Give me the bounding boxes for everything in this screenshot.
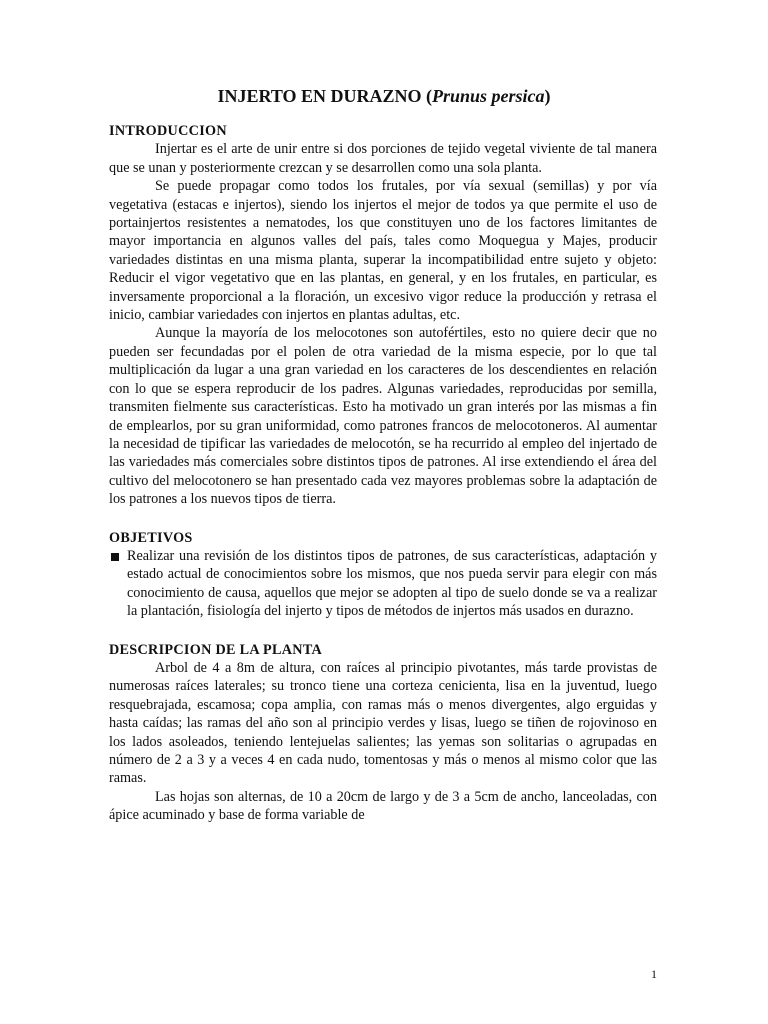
page-number: 1	[651, 967, 657, 981]
title-main: INJERTO EN DURAZNO (	[217, 86, 433, 106]
title-species: Prunus persica	[432, 86, 545, 106]
intro-paragraph: Se puede propagar como todos los frutales, por vía sexual (semillas) y por vía vegetativa (estacas e injertos), siendo los injertos el mejor de todos ya que permite el uso de portainjertos resistentes a nematodes, los que constituyen uno de los factores limitantes de mayor importancia en algunos valles del país, tales como Moquegua y Majes, producir variedades distintas en una misma planta, superar la incompatibilidad entre sujeto y objeto: Reducir el vigor vegetativo que en las plantas, en general, y en los frutales, en particular, es inversamente proporcional a la floración, un excesivo vigor reduce la producción y retrasa el inicio, cambiar variedades con injertos en plantas adultas, etc.	[109, 178, 657, 324]
objective-item	[109, 547, 657, 621]
intro-paragraph: Aunque la mayoría de los melocotones son autofértiles, esto no quiere decir que no pueden ser fecundadas por el polen de otra variedad de la misma especie, por lo que tal multiplicación da lugar a una gran variedad en los caracteres de los descendientes en relación con lo que se espera reproducir de los padres. Algunas variedades, reproducidas por semilla, transmiten fielmente sus características. Esto ha motivado un gran interés por las mismas a fin de emplearlos, por su gran uniformidad, como patrones francos de melocotoneros. Al aumentar la necesidad de tipificar las variedades de melocotón, se ha recurrido al empleo del injertado de las variedades más comerciales sobre distintos tipos de patrones. Al irse extendiendo el área del cultivo del melocotonero se han presentado cada vez mayores problemas sobre la adaptación de los patrones a los nuevos tipos de tierra.	[109, 325, 657, 508]
description-paragraph: Las hojas son alternas, de 10 a 20cm de largo y de 3 a 5cm de ancho, lanceoladas, con ápice acuminado y base de forma variable de	[109, 788, 657, 824]
title-close: )	[544, 86, 551, 106]
description-paragraph: Arbol de 4 a 8m de altura, con raíces al principio pivotantes, más tarde provistas de numerosas raíces laterales; su tronco tiene una corteza cenicienta, lisa en la juventud, luego resquebrajada, escamosa; copa amplia, con ramas más o menos divergentes, algo erguidas y hasta caídas; las ramas del año son al principio verdes y lisas, luego se tiñen de rojovinoso en los lados asoleados, teniendo lentejuelas salientes; las yemas son solitarias o agrupadas en número de 2 a 3 y a veces 4 en cada nudo, tomentosas y más o menos al mismo color que las ramas.	[109, 659, 657, 787]
intro-paragraph: Injertar es el arte de unir entre si dos porciones de tejido vegetal viviente de tal manera que se unan y posteriormente crezcan y se desarrollen como una sola planta.	[109, 141, 657, 176]
section-heading-descripcion: DESCRIPCION DE LA PLANTA	[109, 641, 323, 658]
document-body	[109, 122, 657, 825]
square-bullet-icon	[111, 553, 119, 561]
section-heading-objetivos: OBJETIVOS	[109, 529, 193, 546]
section-heading-introduccion: INTRODUCCION	[109, 123, 227, 139]
objective-text: Realizar una revisión de los distintos tipos de patrones, de sus características, adaptación y estado actual de conocimientos sobre los mismos, que nos pueda servir para elegir con más conocimiento de causa, aquellos que mejor se adopten al tipo de suelo donde se va a realizar la plantación, fisiología del injerto y tipos de métodos de injertos más usados en durazno.	[127, 547, 657, 620]
document-title	[0, 86, 768, 107]
